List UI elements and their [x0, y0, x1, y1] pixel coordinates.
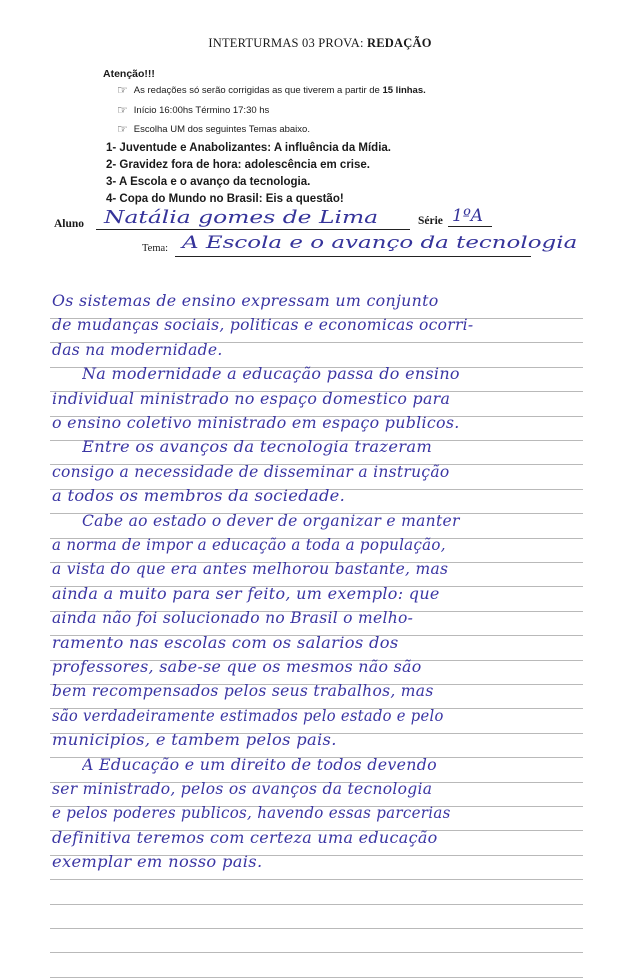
essay-line: Na modernidade a educação passa do ensino [82, 365, 460, 383]
ruled-line [50, 879, 583, 880]
rule-item [117, 123, 310, 135]
attention-label: Atenção!!! [103, 68, 155, 80]
hand-pointer-icon: ☞ [117, 122, 128, 136]
essay-line: Cabe ao estado o dever de organizar e manter [82, 512, 460, 530]
essay-line: e pelos poderes publicos, havendo essas parcerias [52, 804, 451, 822]
essay-line: Entre os avanços da tecnologia trazeram [82, 438, 433, 456]
rule-item [117, 84, 426, 96]
exam-title [0, 36, 640, 51]
essay-line: municipios, e tambem pelos pais. [52, 731, 337, 749]
essay-line: professores, sabe-se que os mesmos não são [52, 658, 422, 676]
essay-line: ser ministrado, pelos os avanços da tecnologia [52, 780, 433, 798]
essay-line: definitiva teremos com certeza uma educação [52, 829, 438, 847]
essay-line: a norma de impor a educação a toda a população, [52, 536, 446, 554]
essay-line: bem recompensados pelos seus trabalhos, mas [52, 682, 434, 700]
essay-line: ainda a muito para ser feito, um exemplo: que [52, 585, 440, 603]
serie-value: 1ºA [452, 206, 484, 226]
topic-item: 1- Juventude e Anabolizantes: A influência da Mídia. [106, 142, 391, 154]
tema-underline [175, 256, 531, 257]
rule-text: As redações só serão corrigidas as que tiverem a partir de [133, 84, 383, 96]
hand-pointer-icon: ☞ [117, 83, 128, 97]
essay-line: de mudanças sociais, politicas e economicas ocorri- [52, 316, 474, 334]
essay-line: o ensino coletivo ministrado em espaço publicos. [52, 414, 460, 432]
aluno-underline [96, 229, 410, 230]
essay-line: ainda não foi solucionado no Brasil o melho- [52, 609, 414, 627]
aluno-label: Aluno [54, 218, 85, 230]
exam-title-bold: REDAÇÃO [367, 36, 432, 50]
essay-line: a todos os membros da sociedade. [52, 487, 346, 505]
topic-item: 4- Copa do Mundo no Brasil: Eis a questão! [106, 193, 344, 205]
rule-text: Escolha UM dos seguintes Temas abaixo. [133, 123, 310, 135]
essay-line: são verdadeiramente estimados pelo estado e pelo [52, 707, 444, 725]
essay-line: exemplar em nosso pais. [52, 853, 263, 871]
topic-item: 2- Gravidez fora de hora: adolescência em crise. [106, 159, 370, 171]
essay-line: consigo a necessidade de disseminar a instrução [52, 463, 450, 481]
rule-item [117, 104, 269, 116]
tema-label: Tema: [142, 243, 169, 254]
essay-line: ramento nas escolas com os salarios dos [52, 634, 399, 652]
tema-value: A Escola e o avanço da tecnologia [182, 233, 578, 253]
essay-line: Os sistemas de ensino expressam um conjunto [52, 292, 439, 310]
essay-line: A Educação e um direito de todos devendo [82, 756, 438, 774]
exam-title-prefix: INTERTURMAS 03 PROVA: [208, 36, 368, 50]
ruled-line [50, 904, 583, 905]
rule-text: Início 16:00hs Término 17:30 hs [133, 104, 270, 116]
ruled-line [50, 928, 583, 929]
aluno-value: Natália gomes de Lima [104, 207, 379, 228]
rule-bold: 15 linhas. [382, 84, 426, 96]
serie-label: Série [418, 215, 443, 227]
topic-item: 3- A Escola e o avanço da tecnologia. [106, 176, 311, 188]
essay-line: a vista do que era antes melhorou bastante, mas [52, 560, 449, 578]
essay-line: individual ministrado no espaço domestico para [52, 390, 451, 408]
essay-line: das na modernidade. [52, 341, 223, 359]
serie-underline [448, 226, 492, 227]
hand-pointer-icon: ☞ [117, 103, 128, 117]
ruled-line [50, 952, 583, 953]
